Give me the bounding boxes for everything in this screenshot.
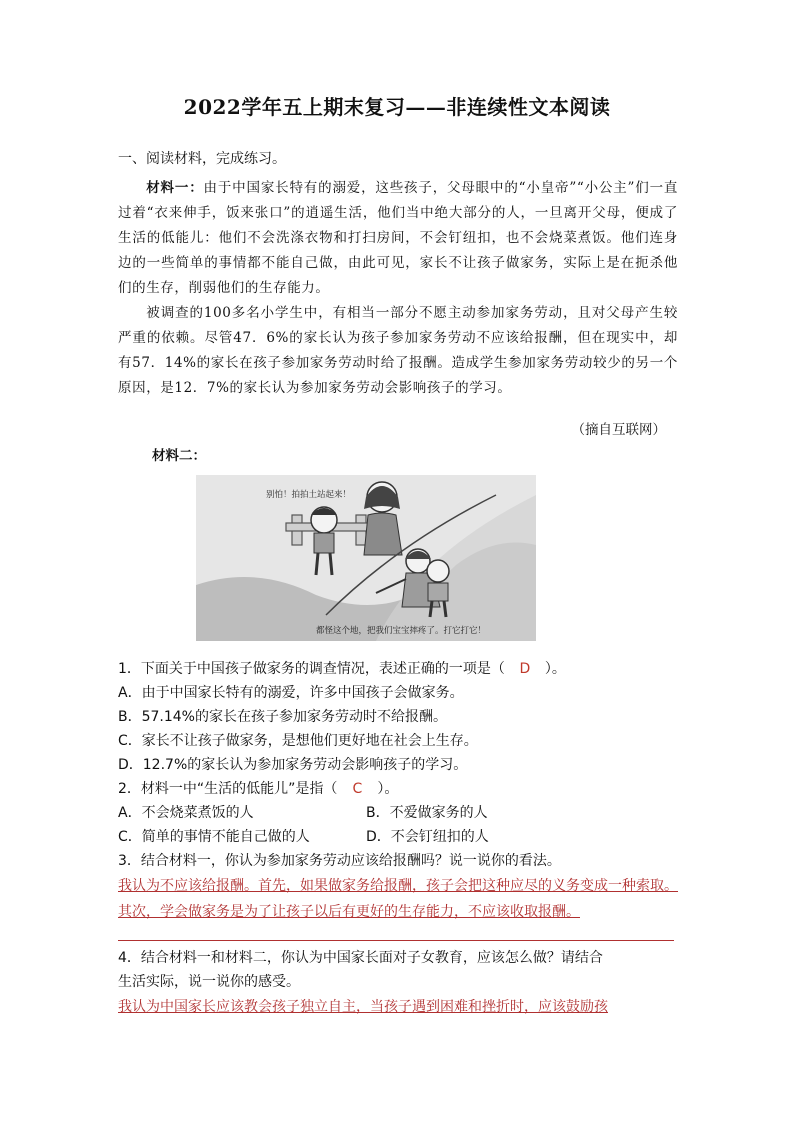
material1-paragraph1 [118, 176, 678, 301]
section-heading: 一、阅读材料，完成练习。 [118, 151, 286, 167]
material1-paragraph2 [118, 301, 678, 401]
q2-option-d: D．不会钉纽扣的人 [366, 829, 489, 845]
question-2 [118, 777, 398, 801]
q2-close: ）。 [377, 781, 399, 797]
q1-option-a: A．由于中国家长特有的溺爱，许多中国孩子会做家务。 [118, 685, 464, 701]
q1-option-b: B．57.14%的家长在孩子参加家务劳动时不给报酬。 [118, 709, 447, 725]
source-note: （摘自互联网） [571, 422, 666, 438]
q1-option-c: C．家长不让孩子做家务，是想他们更好地在社会上生存。 [118, 733, 478, 749]
cartoon-top-caption: 别怕！拍拍土站起来！ [266, 490, 352, 500]
material2-label: 材料二： [152, 448, 206, 464]
cartoon-illustration [196, 475, 536, 641]
material1-p2-text: 被调查的100多名小学生中，有相当一部分不愿主动参加家务劳动，且对父母产生较严重的依赖。尽管47．6%的家长认为孩子参加家务劳动不应该给报酬，但在现实中，却有57．14%的家长在孩子参加家务劳动时给了报酬。造成学生参加家务劳动较少的另一个原因，是12．7%的家长认为参加家务劳动会影响孩子的学习。 [118, 305, 678, 396]
q2-stem: 2．材料一中“生活的低能儿”是指（ [118, 781, 338, 797]
question-4-line1: 4．结合材料一和材料二，你认为中国家长面对子女教育，应该怎么做？请结合 [118, 950, 603, 966]
q1-stem: 1．下面关于中国孩子做家务的调查情况，表述正确的一项是（ [118, 661, 505, 677]
q3-answer-rule [118, 940, 674, 941]
q2-option-c: C．简单的事情不能自己做的人 [118, 829, 310, 845]
page-title: 2022学年五上期末复习——非连续性文本阅读 [183, 95, 611, 119]
q2-option-b: B．不爱做家务的人 [366, 805, 488, 821]
cartoon-bottom-caption: 都怪这个地，把我们宝宝摔疼了。打它打它！ [316, 626, 487, 636]
mother-figure-top [364, 482, 402, 555]
question-1 [118, 657, 566, 681]
q1-answer: D [519, 661, 531, 677]
q2-option-a: A．不会烧菜煮饭的人 [118, 805, 254, 821]
question-4-line2: 生活实际，说一说你的感受。 [118, 974, 300, 990]
q1-close: ）。 [544, 661, 566, 677]
q4-answer-text: 我认为中国家长应该教会孩子独立自主，当孩子遇到困难和挫折时，应该鼓励孩 [118, 999, 608, 1015]
q3-answer-text: 我认为不应该给报酬。首先，如果做家务给报酬，孩子会把这种应尽的义务变成一种索取。其次，学会做家务是为了让孩子以后有更好的生存能力，不应该收取报酬。 [118, 878, 678, 920]
q2-answer: C [352, 781, 363, 797]
q2-option-row1 [118, 801, 254, 825]
material1-label: 材料一： [146, 180, 204, 196]
q1-option-d: D．12.7%的家长认为参加家务劳动会影响孩子的学习。 [118, 757, 468, 773]
material1-p1-text: 由于中国家长特有的溺爱，这些孩子，父母眼中的“小皇帝”“小公主”们一直过着“衣来伸手，饭来张口”的逍遥生活，他们当中绝大部分的人，一旦离开父母，便成了生活的低能儿：他们不会洗涤衣物和打扫房间，不会钉纽扣，也不会烧菜煮饭。他们连身边的一些简单的事情都不能自己做，由此可见，家长不让孩子做家务，实际上是在扼杀他们的生存，削弱他们的生存能力。 [118, 180, 679, 296]
question-3: 3．结合材料一，你认为参加家务劳动应该给报酬吗？说一说你的看法。 [118, 853, 561, 869]
